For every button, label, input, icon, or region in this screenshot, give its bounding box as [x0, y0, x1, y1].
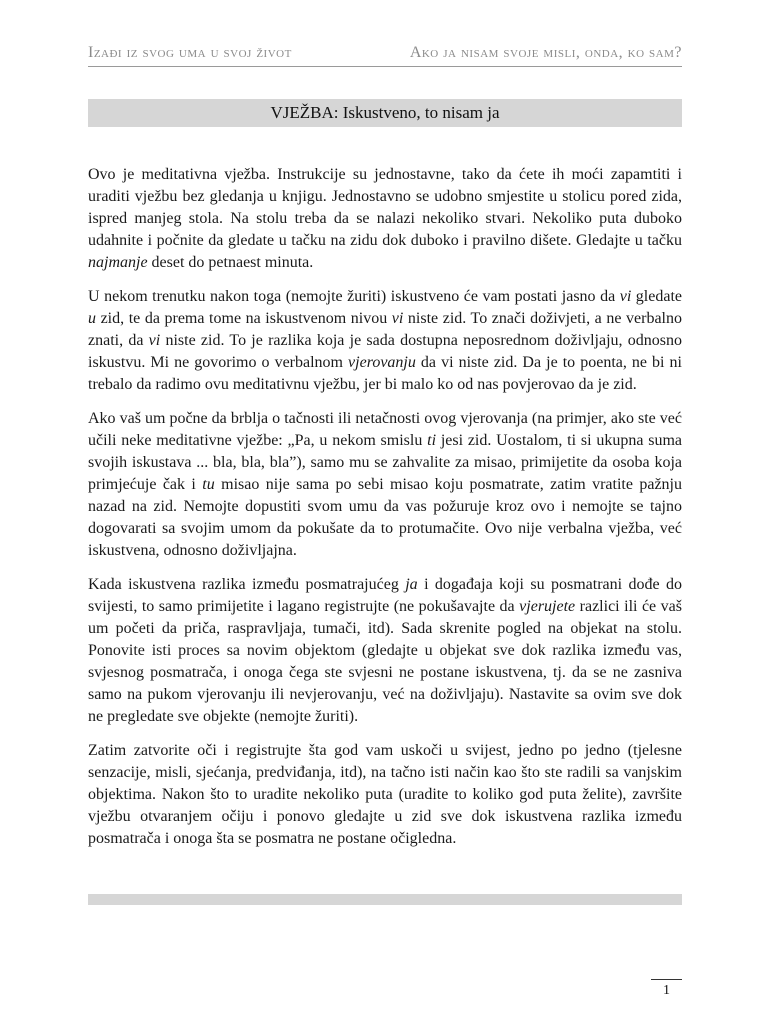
emphasis: vi [391, 310, 404, 327]
header-divider [88, 66, 682, 67]
body-text [88, 164, 682, 862]
text-run: Ako vaš um počne da brblja o tačnosti ili netačnosti ovog vjerovanja (na primjer, ako ste već učili neke meditativne vježbe: „Pa, u nekom smislu [88, 410, 682, 449]
paragraph-2 [88, 286, 682, 396]
paragraph-4 [88, 574, 682, 728]
text-run: Ovo je meditativna vježba. Instrukcije su jednostavne, tako da ćete ih moći zapamtiti i uraditi vježbu bez gledanja u knjigu. Jednostavno se udobno smjestite u stolicu pored zida, ispred manjeg stola. Na stolu treba da se nalazi nekoliko stvari. Nekoliko puta duboko udahnite i počnite da gledate u tačku na zidu dok duboko i pravilno dišete. Gledajte u tačku [88, 166, 682, 249]
page-number-rule [651, 979, 682, 980]
emphasis: vjerovanju [348, 354, 416, 371]
emphasis: vi [619, 288, 632, 305]
emphasis: tu [202, 476, 215, 493]
exercise-title: VJEŽBA: Iskustveno, to nisam ja [270, 103, 500, 122]
text-run: Zatim zatvorite oči i registrujte šta god vam uskoči u svijest, jedno po jedno (tjelesne senzacije, misli, sjećanja, predviđanja, itd), na tačno isti način kao što ste radili sa vanjskim objektima. Nakon što to uradite nekoliko puta (uradite to koliko god puta želite), završite vježbu otvaranjem očiju i ponovo gledajte u zid sve dok iskustvena razlika između posmatrača i onoga šta se posmatra ne postane očigledna. [88, 742, 682, 847]
text-run: gledate [631, 288, 682, 305]
text-run: zid, te da prema tome na iskustvenom nivou [96, 310, 392, 327]
text-run: niste zid. To je razlika koja je sada dostupna neposrednom doživljaju, odnosno iskustvu. Mi ne govorimo o verbalnom [88, 332, 682, 371]
bottom-divider-bar [88, 894, 682, 905]
running-header [88, 44, 682, 62]
emphasis: ti [427, 432, 437, 449]
emphasis: najmanje [88, 254, 148, 271]
header-chapter-title: Ako ja nisam svoje misli, onda, ko sam? [409, 44, 682, 61]
exercise-title-bar [88, 99, 682, 127]
emphasis: vjerujete [519, 598, 576, 615]
text-run: i događaja koji su posmatrani dođe do svijesti, to samo primijetite i lagano registrujte (ne pokušavajte da [88, 576, 683, 615]
text-run: Kada iskustvena razlika između posmatrajućeg [88, 576, 406, 593]
text-run: razlici ili će vaš um početi da priča, raspravljaja, tumači, itd). Sada skrenite pogled na objekat na stolu. Ponovite isti proces sa novim objektom (gledajte u objekat sve dok razlika između vas, svjesnog posmatrača, i onoga čega ste svjesni ne postane iskustvena, tj. da se ne zasniva samo na pukom vjerovanju ili nevjerovanju, već na doživljaju). Nastavite sa ovim sve dok ne pregledate sve objekte (nemojte žuriti). [88, 598, 682, 725]
paragraph-5 [88, 740, 682, 850]
text-run: niste zid. To znači doživjeti, a ne verbalno znati, da [88, 310, 683, 349]
emphasis: ja [405, 576, 418, 593]
text-run: U nekom trenutku nakon toga (nemojte žuriti) iskustveno će vam postati jasno da [88, 288, 620, 305]
emphasis: vi [148, 332, 161, 349]
emphasis: u [88, 310, 96, 327]
paragraph-1 [88, 164, 682, 274]
text-run: jesi zid. Uostalom, ti si ukupna suma svojih iskustava ... bla, bla, bla”), samo mu se zahvalite za misao, primijetite da osoba koja primjećuje čak i [88, 432, 682, 493]
text-run: misao nije sama po sebi misao koju posmatrate, zatim vratite pažnju nazad na zid. Nemojte dopustiti svom umu da vas požuruje kroz ovo i nemojte se tajno dogovarati sa svojim umom da pokušate da to protumačite. Ovo nije verbalna vježba, već iskustvena, odnosno doživljajna. [88, 476, 683, 559]
text-run: deset do petnaest minuta. [147, 254, 314, 271]
header-book-title: Izađi iz svog uma u svoj život [88, 44, 292, 61]
text-run: da vi niste zid. Da je to poenta, ne bi ni trebalo da radimo ovu meditativnu vježbu, jer bi malo ko od nas povjerovao da je zid. [88, 354, 682, 393]
page-number: 1 [663, 983, 670, 998]
paragraph-3 [88, 408, 682, 562]
